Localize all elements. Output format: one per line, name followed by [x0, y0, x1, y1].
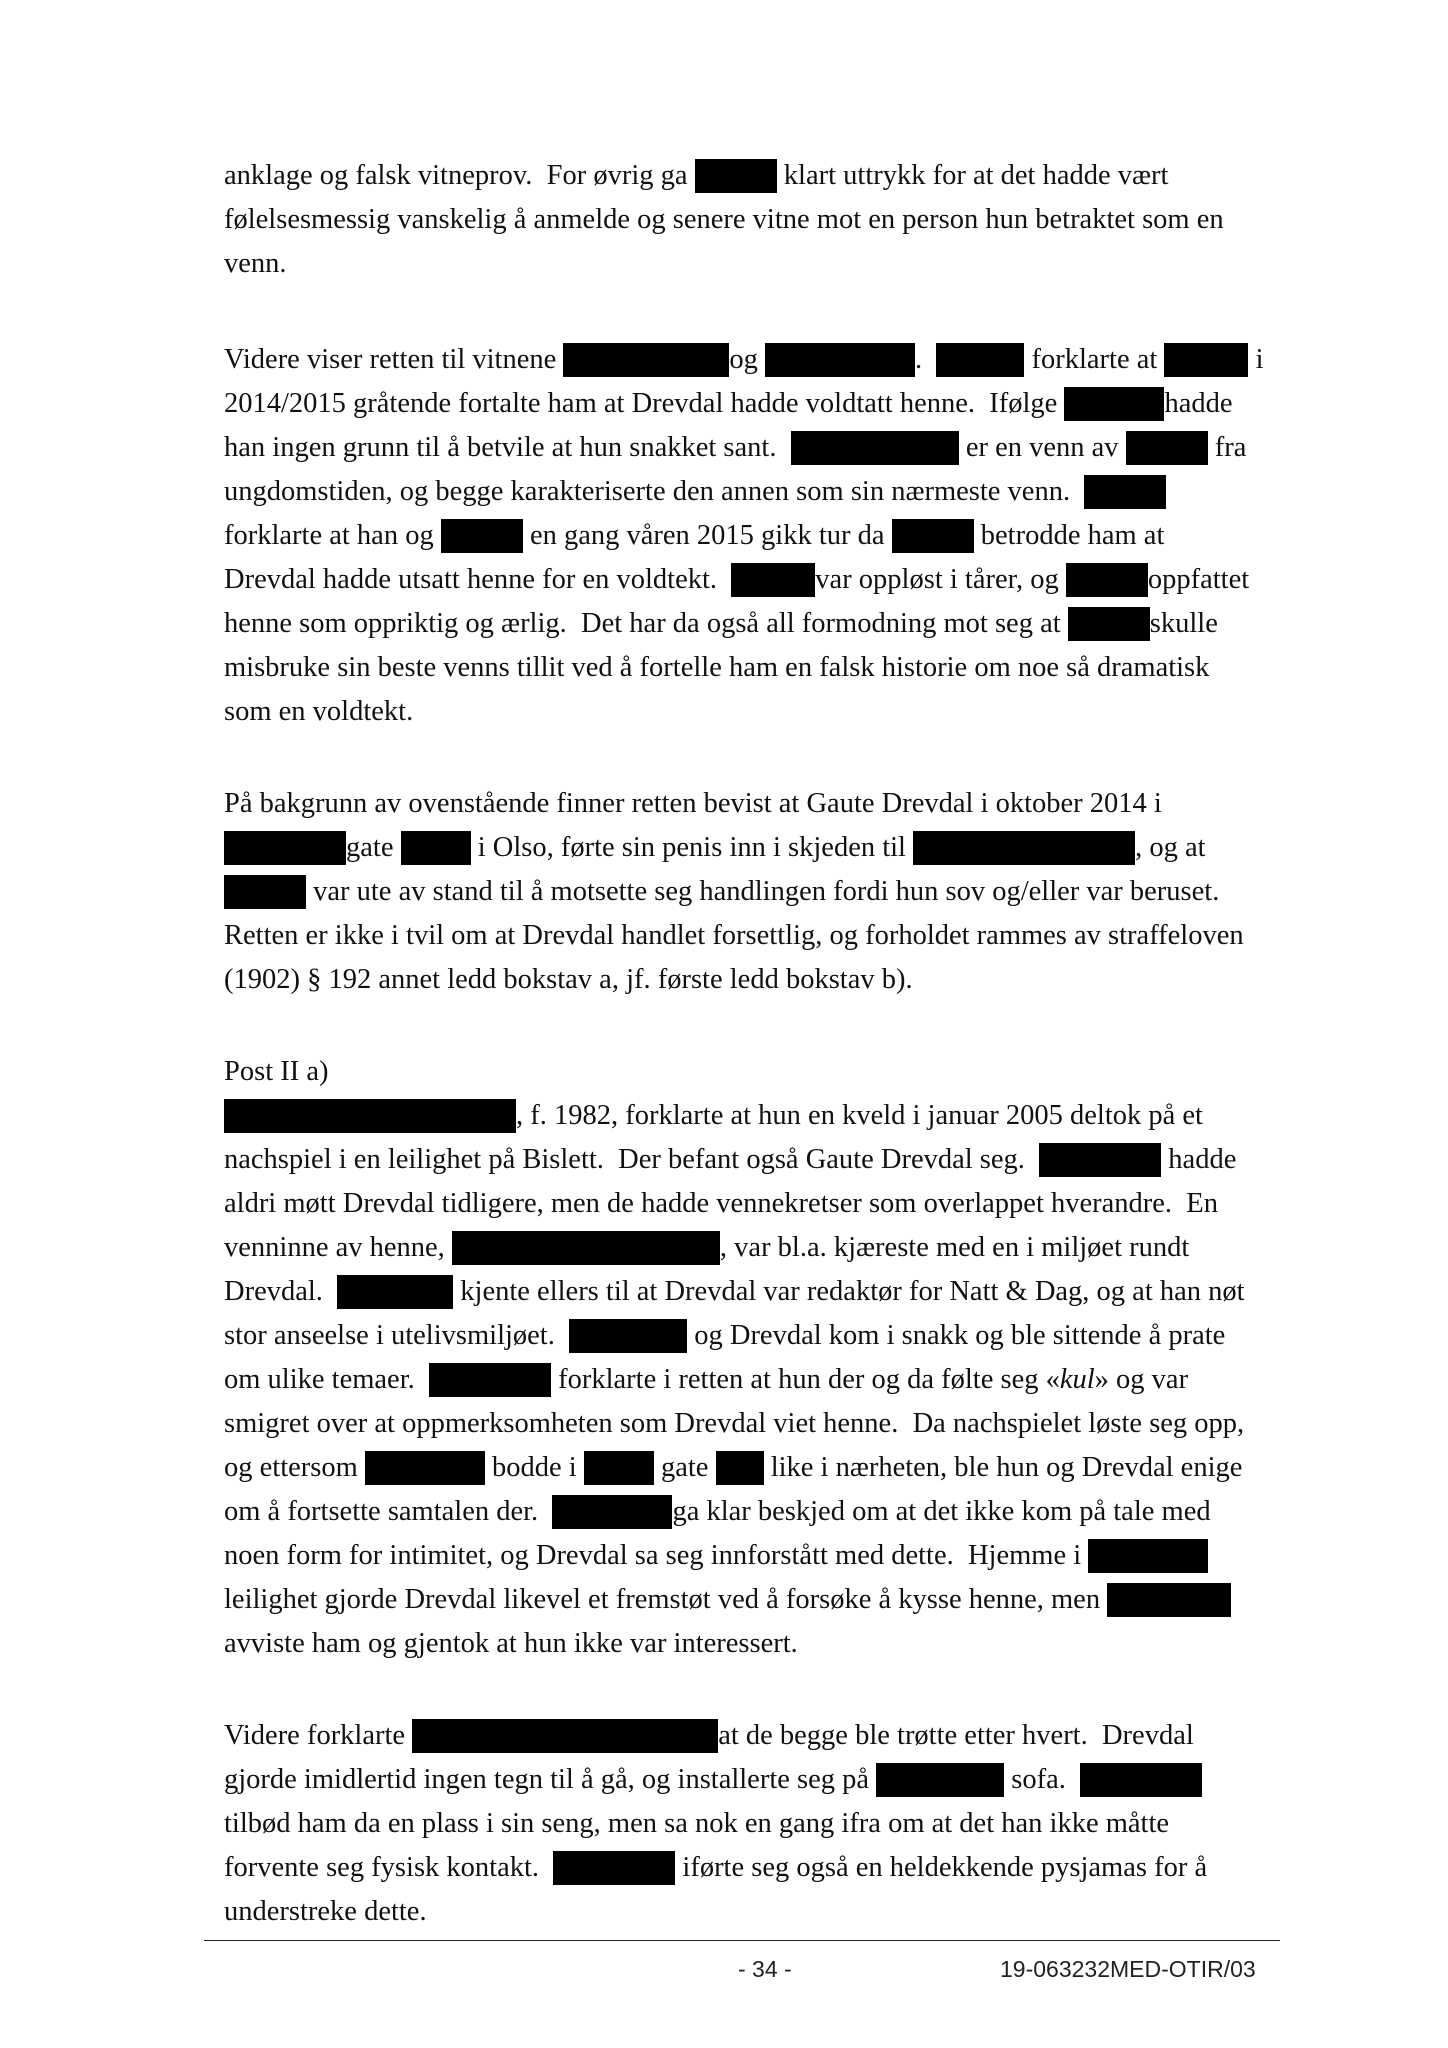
text-segment: henne som oppriktig og ærlig. Det har da også all formodning mot seg at	[224, 608, 1068, 639]
redaction-box	[553, 1851, 675, 1885]
redaction-box	[1064, 387, 1164, 421]
case-number: 19-063232MED-OTIR/03	[1000, 1956, 1256, 1982]
text-line	[224, 1538, 1208, 1574]
redaction-box	[1068, 607, 1150, 641]
text-segment: bodde i	[484, 1452, 584, 1483]
text-segment: tilbød ham da en plass i sin seng, men sa nok en gang ifra om at det han ikke måtte	[224, 1808, 1170, 1839]
text-segment: , f. 1982, forklarte at hun en kveld i januar 2005 deltok på et	[516, 1100, 1203, 1131]
text-segment: og Drevdal kom i snakk og ble sittende å prate	[687, 1320, 1226, 1351]
redaction-box	[412, 1719, 718, 1753]
text-segment: var ute av stand til å motsette seg handlingen fordi hun sov og/eller var beruset.	[306, 876, 1220, 907]
redaction-box	[401, 831, 471, 865]
text-line	[224, 606, 1218, 642]
redaction-box	[337, 1275, 453, 1309]
text-line	[224, 518, 1164, 554]
text-line	[224, 158, 1168, 194]
text-segment: like i nærheten, ble hun og Drevdal enige	[763, 1452, 1243, 1483]
text-segment: oppfattet	[1147, 564, 1250, 595]
redaction-box	[1088, 1539, 1208, 1573]
redaction-box	[791, 431, 959, 465]
text-segment: sofa.	[1004, 1764, 1081, 1795]
text-segment: nachspiel i en leilighet på Bislett. Der befant også Gaute Drevdal seg.	[224, 1144, 1040, 1175]
text-segment: » og var	[1094, 1364, 1189, 1395]
text-line	[224, 386, 1233, 422]
redaction-box	[892, 519, 974, 553]
text-line	[224, 918, 1244, 954]
footer-rule	[204, 1940, 1280, 1941]
text-segment: , var bl.a. kjæreste med en i miljøet rundt	[719, 1232, 1190, 1263]
text-segment: forklarte at	[1024, 344, 1165, 375]
text-segment: han ingen grunn til å betvile at hun snakket sant.	[224, 432, 791, 463]
redaction-box	[1126, 431, 1208, 465]
text-segment: aldri møtt Drevdal tidligere, men de hadde vennekretser som overlappet hverandre. En	[224, 1188, 1218, 1219]
redaction-box	[1080, 1763, 1202, 1797]
text-segment: smigret over at oppmerksomheten som Drevdal viet henne. Da nachspielet løste seg opp,	[224, 1408, 1245, 1439]
redaction-box	[1084, 475, 1166, 509]
text-line	[224, 1362, 1188, 1398]
text-segment: anklage og falsk vitneprov. For øvrig ga	[224, 160, 695, 191]
text-line	[224, 650, 1209, 686]
text-line	[224, 1318, 1225, 1354]
text-segment: forvente seg fysisk kontakt.	[224, 1852, 554, 1883]
text-line	[224, 1718, 1194, 1754]
text-line	[224, 1450, 1242, 1486]
redaction-box	[569, 1319, 687, 1353]
redaction-box	[552, 1495, 672, 1529]
text-segment: 2014/2015 gråtende fortalte ham at Drevdal hadde voldtatt henne. Ifølge	[224, 388, 1065, 419]
text-line	[224, 1186, 1218, 1222]
page-number: - 34 -	[738, 1956, 792, 1982]
text-segment: ungdomstiden, og begge karakteriserte den annen som sin nærmeste venn.	[224, 476, 1085, 507]
text-segment: og ettersom	[224, 1452, 365, 1483]
redaction-box	[913, 831, 1135, 865]
redaction-box	[441, 519, 523, 553]
text-segment: stor anseelse i utelivsmiljøet.	[224, 1320, 570, 1351]
redaction-box	[224, 1099, 516, 1133]
text-segment: , og at	[1135, 832, 1206, 863]
text-segment: venn.	[224, 248, 287, 279]
text-segment: betrodde ham at	[973, 520, 1165, 551]
text-segment: var oppløst i tårer, og	[815, 564, 1066, 595]
redaction-box	[876, 1763, 1004, 1797]
redaction-box	[1066, 563, 1148, 597]
redaction-box	[1039, 1143, 1161, 1177]
text-segment: leilighet gjorde Drevdal likevel et fremstøt ved å forsøke å kysse henne, men	[224, 1584, 1108, 1615]
text-line	[224, 562, 1249, 598]
text-segment: hadde	[1161, 1144, 1237, 1175]
text-line	[224, 1626, 798, 1662]
redaction-box	[731, 563, 815, 597]
redaction-box	[695, 159, 777, 193]
text-segment: forklarte at han og	[224, 520, 441, 551]
text-line	[224, 962, 913, 998]
text-segment: venninne av henne,	[224, 1232, 452, 1263]
text-line	[224, 1274, 1245, 1310]
text-line	[224, 342, 1263, 378]
text-segment: om å fortsette samtalen der.	[224, 1496, 553, 1527]
text-segment: kjente ellers til at Drevdal var redaktør for Natt & Dag, og at han nøt	[453, 1276, 1245, 1307]
text-segment: Videre viser retten til vitnene	[224, 344, 564, 375]
text-segment: i	[1248, 344, 1264, 375]
text-segment: misbruke sin beste venns tillit ved å fortelle ham en falsk historie om noe så dramatisk	[224, 652, 1210, 683]
redaction-box	[584, 1451, 654, 1485]
redaction-box	[224, 831, 346, 865]
redaction-box	[563, 343, 729, 377]
text-segment: hadde	[1164, 388, 1233, 419]
redaction-box	[452, 1231, 720, 1265]
text-line	[224, 786, 1162, 822]
redaction-box	[716, 1451, 764, 1485]
text-line	[224, 1762, 1202, 1798]
redaction-box	[1164, 343, 1248, 377]
text-line	[224, 694, 413, 730]
text-line	[224, 474, 1166, 510]
text-line	[224, 1098, 1203, 1134]
text-segment: skulle	[1149, 608, 1218, 639]
text-line	[224, 1582, 1231, 1618]
text-line	[224, 1894, 427, 1930]
text-line	[224, 202, 1224, 238]
text-line	[224, 1142, 1236, 1178]
text-line	[224, 1230, 1189, 1266]
text-segment: .	[915, 344, 937, 375]
redaction-box	[765, 343, 915, 377]
text-segment: Drevdal.	[224, 1276, 338, 1307]
text-line	[224, 1054, 328, 1090]
text-segment: iførte seg også en heldekkende pysjamas for å	[675, 1852, 1208, 1883]
text-segment: understreke dette.	[224, 1896, 427, 1927]
text-segment: følelsesmessig vanskelig å anmelde og senere vitne mot en person hun betraktet som en	[224, 204, 1224, 235]
text-line	[224, 830, 1206, 866]
text-segment: i Olso, førte sin penis inn i skjeden til	[470, 832, 914, 863]
text-line	[224, 1850, 1207, 1886]
text-segment: og	[729, 344, 765, 375]
redaction-box	[936, 343, 1024, 377]
text-segment: at de begge ble trøtte etter hvert. Drevdal	[718, 1720, 1194, 1751]
text-segment: Post II a)	[224, 1056, 329, 1087]
text-segment: Videre forklarte	[224, 1720, 413, 1751]
redaction-box	[429, 1363, 551, 1397]
text-segment: noen form for intimitet, og Drevdal sa seg innforstått med dette. Hjemme i	[224, 1540, 1089, 1571]
text-line	[224, 874, 1219, 910]
text-segment: som en voldtekt.	[224, 696, 414, 727]
text-segment: er en venn av	[958, 432, 1126, 463]
redaction-box	[1107, 1583, 1231, 1617]
text-segment: (1902) § 192 annet ledd bokstav a, jf. første ledd bokstav b).	[224, 964, 913, 995]
text-segment: klart uttrykk for at det hadde vært	[776, 160, 1169, 191]
text-segment: om ulike temaer.	[224, 1364, 429, 1395]
text-segment: en gang våren 2015 gikk tur da	[522, 520, 892, 551]
text-segment: kul	[1059, 1364, 1095, 1395]
text-line	[224, 430, 1246, 466]
text-segment: avviste ham og gjentok at hun ikke var interessert.	[224, 1628, 798, 1659]
text-segment: gate	[653, 1452, 716, 1483]
text-segment: Drevdal hadde utsatt henne for en voldtekt.	[224, 564, 732, 595]
text-line	[224, 246, 287, 282]
text-segment: gate	[346, 832, 401, 863]
text-line	[224, 1494, 1211, 1530]
text-segment: Retten er ikke i tvil om at Drevdal handlet forsettlig, og forholdet rammes av straffeloven	[224, 920, 1244, 951]
text-segment: ga klar beskjed om at det ikke kom på tale med	[672, 1496, 1211, 1527]
text-line	[224, 1406, 1244, 1442]
text-segment: forklarte i retten at hun der og da følte seg «	[550, 1364, 1060, 1395]
text-line	[224, 1806, 1169, 1842]
redaction-box	[365, 1451, 485, 1485]
text-segment: På bakgrunn av ovenstående finner retten bevist at Gaute Drevdal i oktober 2014 i	[224, 788, 1162, 819]
text-segment: fra	[1207, 432, 1247, 463]
text-segment: gjorde imidlertid ingen tegn til å gå, og installerte seg på	[224, 1764, 877, 1795]
redaction-box	[224, 875, 306, 909]
